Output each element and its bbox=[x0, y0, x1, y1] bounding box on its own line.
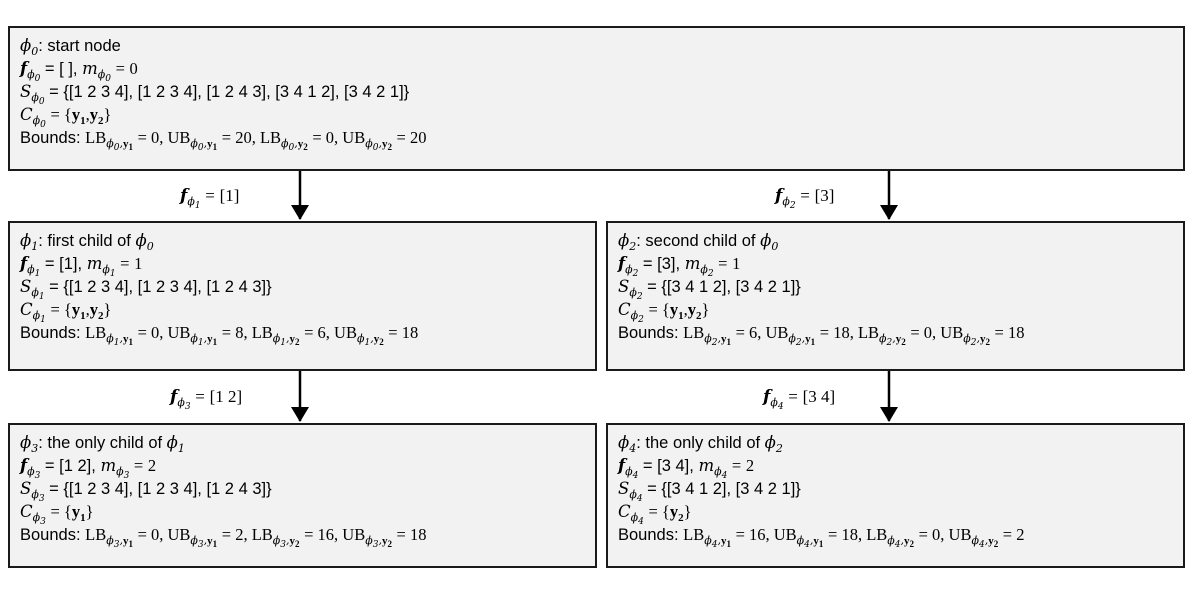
arrowhead-phi1-phi3 bbox=[291, 407, 309, 422]
f-value: [1 2] bbox=[59, 457, 92, 475]
s-value: {[1 2 3 4], [1 2 3 4], [1 2 4 3]} bbox=[63, 480, 272, 498]
f-value: [3 4] bbox=[657, 457, 690, 475]
edge-label-phi2: $f_{\phi_2} = [3]$ bbox=[775, 186, 835, 211]
node-title: $\phi_0$: start node bbox=[20, 36, 121, 58]
node-s-line: $S_{\phi_1} = \{[1$ 2 3 4], [1 2 3 4], [1 2 4 3]} bbox=[20, 277, 272, 302]
node-phi1 bbox=[8, 221, 597, 371]
edge-label-phi1: $f_{\phi_1} = [1]$ bbox=[180, 186, 240, 211]
arrowhead-phi0-phi1 bbox=[291, 205, 309, 220]
lb-y2: 0 bbox=[932, 525, 941, 544]
ub-y1: 2 bbox=[235, 525, 244, 544]
node-phi2 bbox=[606, 221, 1185, 371]
ub-y1: 18 bbox=[833, 323, 850, 342]
m-value: 2 bbox=[147, 456, 157, 475]
lb-y1: 16 bbox=[749, 525, 766, 544]
lb-y1: 0 bbox=[151, 525, 160, 544]
title-text: start node bbox=[47, 37, 121, 55]
node-title: $\phi_3$: the only child of $\phi_1$ bbox=[20, 433, 185, 455]
lb-y2: 0 bbox=[923, 323, 933, 342]
lb-y1: 0 bbox=[151, 128, 160, 147]
node-title: $\phi_1$: first child of $\phi_0$ bbox=[20, 231, 154, 253]
bounds-prefix: Bounds: bbox=[20, 526, 81, 544]
arrowhead-phi0-phi2 bbox=[880, 205, 898, 220]
bounds-prefix: Bounds: bbox=[20, 129, 81, 147]
node-bounds-line: Bounds: $LB_{\phi_4,y_1} = 16$, $UB_{\phi_4,y_1} = 18$, $LB_{\phi_4,y_2} = 0$, $UB_{\phi_4,y_2} = 2$ bbox=[618, 525, 1025, 550]
ub-y1: 8 bbox=[235, 323, 244, 342]
s-value: {[1 2 3 4], [1 2 3 4], [1 2 4 3], [3 4 1 2], [3 4 2 1]} bbox=[63, 83, 410, 101]
node-bounds-line: Bounds: $LB_{\phi_1,y_1} = 0$, $UB_{\phi_1,y_1} = 8$, $LB_{\phi_1,y_2} = 6$, $UB_{\phi_1,y_2} = 18$ bbox=[20, 323, 419, 348]
node-c-line: $C_{\phi_0} = \{y_1,y_2\}$ bbox=[20, 105, 112, 130]
f-value: [1] bbox=[59, 255, 78, 273]
lb-y2: 0 bbox=[325, 128, 335, 147]
ub-y1: 20 bbox=[235, 128, 252, 147]
edge-label-phi4: $f_{\phi_4} = [3$ 4] bbox=[763, 387, 836, 412]
s-value: {[1 2 3 4], [1 2 3 4], [1 2 4 3]} bbox=[63, 278, 272, 296]
title-text: second child of bbox=[645, 232, 756, 250]
s-value: {[3 4 1 2], [3 4 2 1]} bbox=[661, 480, 801, 498]
lb-y2: 6 bbox=[317, 323, 326, 342]
node-s-line: $S_{\phi_3} = \{[1$ 2 3 4], [1 2 3 4], [1 2 4 3]} bbox=[20, 479, 272, 504]
node-title: $\phi_4$: the only child of $\phi_2$ bbox=[618, 433, 783, 455]
bounds-prefix: Bounds: bbox=[20, 324, 81, 342]
edge-value: [3 4] bbox=[802, 387, 836, 406]
node-c-line: $C_{\phi_3} = \{y_1\}$ bbox=[20, 502, 94, 527]
node-phi4 bbox=[606, 423, 1185, 568]
edge-value: [1] bbox=[219, 186, 240, 205]
node-c-line: $C_{\phi_4} = \{y_2\}$ bbox=[618, 502, 692, 527]
edge-value: [1 2] bbox=[209, 387, 243, 406]
f-value: [ ] bbox=[59, 60, 73, 78]
title-text: the only child of bbox=[645, 434, 761, 452]
node-phi0 bbox=[8, 26, 1185, 171]
edge-value: [3] bbox=[814, 186, 835, 205]
node-s-line: $S_{\phi_2} = \{[3$ 4 1 2], [3 4 2 1]} bbox=[618, 277, 801, 302]
node-c-line: $C_{\phi_1} = \{y_1,y_2\}$ bbox=[20, 300, 112, 325]
node-phi3 bbox=[8, 423, 597, 568]
ub-y2: 18 bbox=[401, 323, 419, 342]
edge-label-phi3: $f_{\phi_3} = [1$ 2] bbox=[170, 387, 243, 412]
lb-y2: 16 bbox=[317, 525, 335, 544]
f-value: [3] bbox=[657, 255, 676, 273]
ub-y2: 18 bbox=[409, 525, 427, 544]
node-bounds-line: Bounds: $LB_{\phi_3,y_1} = 0$, $UB_{\phi_3,y_1} = 2$, $LB_{\phi_3,y_2} = 16$, $UB_{\phi_3,y_2} = 18$ bbox=[20, 525, 427, 550]
node-bounds-line: Bounds: $LB_{\phi_0,y_1} = 0$, $UB_{\phi_0,y_1} = 20$, $LB_{\phi_0,y_2} = 0$, $UB_{\phi_0,y_2} = 20$ bbox=[20, 128, 427, 153]
m-value: 2 bbox=[745, 456, 755, 475]
lb-y1: 6 bbox=[749, 323, 758, 342]
node-f-line: $f_{\phi_3} = [1$ 2], $m_{\phi_3} = 2$ bbox=[20, 456, 157, 481]
ub-y1: 18 bbox=[841, 525, 858, 544]
node-bounds-line: Bounds: $LB_{\phi_2,y_1} = 6$, $UB_{\phi_2,y_1} = 18$, $LB_{\phi_2,y_2} = 0$, $UB_{\phi_2,y_2} = 18$ bbox=[618, 323, 1025, 348]
lb-y1: 0 bbox=[151, 323, 160, 342]
node-s-line: $S_{\phi_0} = \{[1$ 2 3 4], [1 2 3 4], [1 2 4 3], [3 4 1 2], [3 4 2 1]} bbox=[20, 82, 410, 107]
node-s-line: $S_{\phi_4} = \{[3$ 4 1 2], [3 4 2 1]} bbox=[618, 479, 801, 504]
bounds-prefix: Bounds: bbox=[618, 526, 679, 544]
node-f-line: $f_{\phi_4} = [3$ 4], $m_{\phi_4} = 2$ bbox=[618, 456, 755, 481]
arrowhead-phi2-phi4 bbox=[880, 407, 898, 422]
s-value: {[3 4 1 2], [3 4 2 1]} bbox=[661, 278, 801, 296]
node-title: $\phi_2$: second child of $\phi_0$ bbox=[618, 231, 779, 253]
ub-y2: 2 bbox=[1016, 525, 1025, 544]
m-value: 1 bbox=[732, 254, 741, 273]
m-value: 1 bbox=[134, 254, 143, 273]
bounds-prefix: Bounds: bbox=[618, 324, 679, 342]
node-f-line: $f_{\phi_2} = [3]$, $m_{\phi_2} = 1$ bbox=[618, 254, 741, 279]
node-f-line: $f_{\phi_0}$ = [ ], $m_{\phi_0} = 0$ bbox=[20, 59, 138, 84]
ub-y2: 20 bbox=[409, 128, 427, 147]
node-f-line: $f_{\phi_1} = [1]$, $m_{\phi_1} = 1$ bbox=[20, 254, 143, 279]
ub-y2: 18 bbox=[1007, 323, 1025, 342]
title-text: first child of bbox=[47, 232, 131, 250]
node-c-line: $C_{\phi_2} = \{y_1,y_2\}$ bbox=[618, 300, 710, 325]
m-value: 0 bbox=[129, 59, 138, 78]
title-text: the only child of bbox=[47, 434, 163, 452]
